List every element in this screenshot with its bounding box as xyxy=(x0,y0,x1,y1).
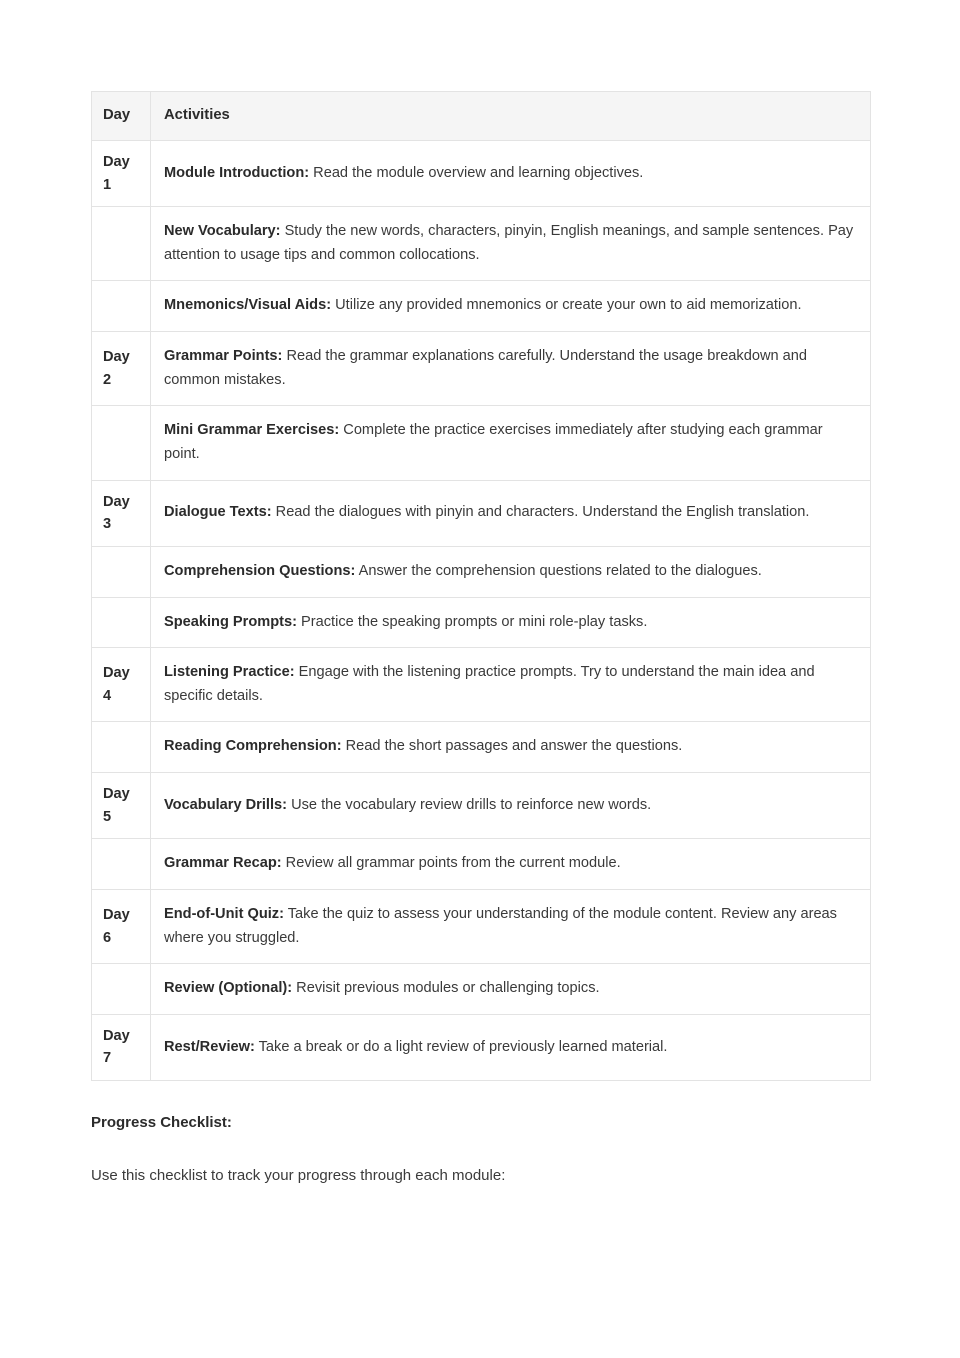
activity-cell xyxy=(151,889,871,963)
activity-cell xyxy=(151,773,871,839)
day-cell: Day 5 xyxy=(92,773,151,839)
table-row xyxy=(92,722,871,773)
day-cell xyxy=(92,597,151,648)
day-cell xyxy=(92,839,151,890)
day-cell: Day 7 xyxy=(92,1014,151,1080)
table-row xyxy=(92,1014,871,1080)
day-cell xyxy=(92,406,151,480)
activity-cell xyxy=(151,546,871,597)
activity-description: Answer the comprehension questions related to the dialogues. xyxy=(355,562,762,579)
activity-label: Grammar Recap: xyxy=(164,855,282,872)
activity-label: Comprehension Questions: xyxy=(164,562,356,579)
activity-cell xyxy=(151,648,871,722)
activity-description: Use the vocabulary review drills to reinforce new words. xyxy=(287,796,652,813)
table-row xyxy=(92,406,871,480)
activity-cell xyxy=(151,964,871,1015)
activity-cell xyxy=(151,140,871,206)
activity-label: Listening Practice: xyxy=(164,664,295,681)
table-header-row xyxy=(92,92,871,141)
column-header-day: Day xyxy=(92,92,151,141)
activity-description: Review all grammar points from the current module. xyxy=(281,855,621,872)
day-cell xyxy=(92,281,151,332)
day-cell xyxy=(92,722,151,773)
activity-label: Mini Grammar Exercises: xyxy=(164,422,340,439)
table-row xyxy=(92,207,871,281)
table-row xyxy=(92,140,871,206)
day-cell xyxy=(92,546,151,597)
activity-cell xyxy=(151,207,871,281)
table-row xyxy=(92,964,871,1015)
activity-description: Take the quiz to assess your understanding of the module content. Review any areas where you struggled. xyxy=(164,905,837,946)
activity-label: Vocabulary Drills: xyxy=(164,796,288,813)
activity-cell xyxy=(151,597,871,648)
activity-description: Read the dialogues with pinyin and characters. Understand the English translation. xyxy=(271,504,810,521)
day-cell xyxy=(92,964,151,1015)
activity-cell xyxy=(151,722,871,773)
table-row xyxy=(92,773,871,839)
column-header-activities: Activities xyxy=(151,92,871,141)
activity-cell xyxy=(151,480,871,546)
progress-checklist-paragraph: Use this checklist to track your progress through each module: xyxy=(91,1166,506,1184)
table-body xyxy=(92,140,871,1080)
table-row xyxy=(92,839,871,890)
table-row xyxy=(92,597,871,648)
progress-checklist-heading: Progress Checklist: xyxy=(91,1114,232,1132)
activity-cell xyxy=(151,281,871,332)
activity-description: Study the new words, characters, pinyin, English meanings, and sample sentences. Pay attention to usage tips and common collocations. xyxy=(164,223,854,263)
activity-description: Revisit previous modules or challenging topics. xyxy=(292,980,600,997)
day-cell: Day 4 xyxy=(92,648,151,722)
activity-cell xyxy=(151,406,871,480)
activity-label: Rest/Review: xyxy=(164,1038,255,1055)
activity-description: Take a break or do a light review of previously learned material. xyxy=(254,1038,668,1055)
day-cell xyxy=(92,207,151,281)
activity-description: Complete the practice exercises immediately after studying each grammar point. xyxy=(164,422,823,463)
activity-label: Mnemonics/Visual Aids: xyxy=(164,297,332,314)
activity-label: Module Introduction: xyxy=(164,164,310,181)
activity-description: Read the grammar explanations carefully. Understand the usage breakdown and common mistakes. xyxy=(164,348,808,388)
activity-cell xyxy=(151,1014,871,1080)
activity-description: Engage with the listening practice prompts. Try to understand the main idea and specific details. xyxy=(164,664,815,704)
activity-description: Read the module overview and learning objectives. xyxy=(309,164,644,181)
table-row xyxy=(92,281,871,332)
day-cell: Day 3 xyxy=(92,480,151,546)
table-row xyxy=(92,332,871,406)
activity-label: Review (Optional): xyxy=(164,980,293,997)
activity-description: Practice the speaking prompts or mini role-play tasks. xyxy=(297,613,648,630)
activity-label: Speaking Prompts: xyxy=(164,613,297,630)
activity-description: Utilize any provided mnemonics or create your own to aid memorization. xyxy=(331,297,802,314)
day-cell: Day 1 xyxy=(92,140,151,206)
weekly-schedule-table xyxy=(91,91,871,1081)
activity-label: End-of-Unit Quiz: xyxy=(164,905,284,922)
activity-cell xyxy=(151,839,871,890)
day-cell: Day 2 xyxy=(92,332,151,406)
activity-cell xyxy=(151,332,871,406)
activity-label: New Vocabulary: xyxy=(164,223,281,240)
table-row xyxy=(92,889,871,963)
table-row xyxy=(92,480,871,546)
table-header xyxy=(92,92,871,141)
activity-label: Reading Comprehension: xyxy=(164,738,342,755)
table-row xyxy=(92,546,871,597)
day-cell: Day 6 xyxy=(92,889,151,963)
activity-label: Grammar Points: xyxy=(164,348,283,365)
activity-label: Dialogue Texts: xyxy=(164,504,272,521)
activity-description: Read the short passages and answer the questions. xyxy=(341,738,683,755)
table-row xyxy=(92,648,871,722)
